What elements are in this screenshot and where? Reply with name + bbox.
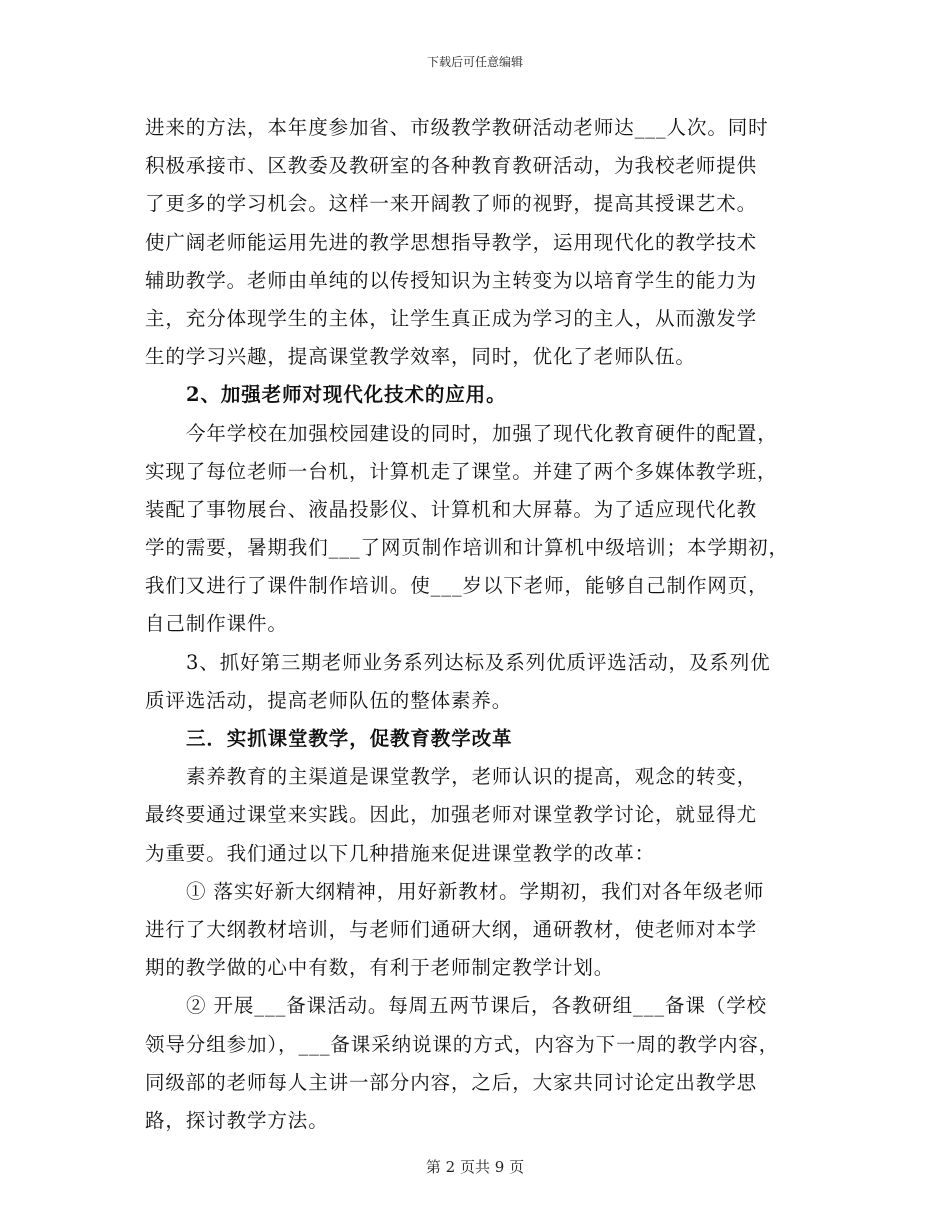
text-line: 自己制作课件。 [145, 612, 288, 636]
text-line: 3、抓好第三期老师业务系列达标及系列优质评选活动，及系列优 [186, 650, 771, 674]
text-line: 了更多的学习机会。这样一来开阔教了师的视野，提高其授课艺术。 [145, 192, 758, 216]
text-line: 今年学校在加强校园建设的同时，加强了现代化教育硬件的配置， [186, 421, 778, 445]
text-line: 路，探讨教学方法。 [145, 1108, 329, 1132]
text-line: 进来的方法，本年度参加省、市级教学教研活动老师达___人次。同时 [145, 116, 769, 139]
document-body [145, 109, 845, 1140]
text-line: 实现了每位老师一台机，计算机走了课堂。并建了两个多媒体教学班， [145, 459, 778, 483]
text-line: 进行了大纲教材培训，与老师们通研大纲，通研教材，使老师对本学 [145, 917, 758, 941]
text-line: 质评选活动，提高老师队伍的整体素养。 [145, 688, 513, 712]
text-line: 领导分组参加），___备课采纳说课的方式，内容为下一周的教学内容， [145, 1032, 780, 1056]
text-line: 使广阔老师能运用先进的教学思想指导教学，运用现代化的教学技术 [145, 230, 758, 254]
text-line: 生的学习兴趣，提高课堂教学效率，同时，优化了老师队伍。 [145, 345, 696, 369]
text-line: 最终要通过课堂来实践。因此，加强老师对课堂教学讨论，就显得尤 [145, 803, 758, 827]
text-line: 学的需要，暑期我们___了网页制作培训和计算机中级培训；本学期初， [145, 536, 789, 560]
text-line: 我们又进行了课件制作培训。使___岁以下老师，能够自己制作网页， [145, 574, 769, 598]
page-footer: 第 2 页共 9 页 [425, 1158, 525, 1176]
section-heading: 2、加强老师对现代化技术的应用。 [186, 383, 507, 407]
text-line: ① 落实好新大纲精神，用好新教材。学期初，我们对各年级老师 [186, 879, 765, 903]
text-line: 为重要。我们通过以下几种措施来促进课堂教学的改革： [145, 841, 656, 865]
text-line: 装配了事物展台、液晶投影仪、计算机和大屏幕。为了适应现代化教 [145, 497, 758, 521]
text-line: 辅助教学。老师由单纯的以传授知识为主转变为以培育学生的能力为 [145, 268, 758, 292]
text-line: ② 开展___备课活动。每周五两节课后，各教研组___备课（学校 [186, 994, 767, 1018]
text-line: 同级部的老师每人主讲一部分内容，之后，大家共同讨论定出教学思 [145, 1070, 758, 1094]
text-line: 素养教育的主渠道是课堂教学，老师认识的提高，观念的转变， [186, 765, 758, 789]
text-line: 期的教学做的心中有数，有利于老师制定教学计划。 [145, 956, 615, 980]
page-header: 下载后可任意编辑 [426, 55, 523, 69]
text-line: 主，充分体现学生的主体，让学生真正成为学习的主人，从而激发学 [145, 306, 758, 330]
text-line: 积极承接市、区教委及教研室的各种教育教研活动，为我校老师提供 [145, 154, 758, 178]
section-heading: 三．实抓课堂教学，促教育教学改革 [186, 727, 513, 750]
